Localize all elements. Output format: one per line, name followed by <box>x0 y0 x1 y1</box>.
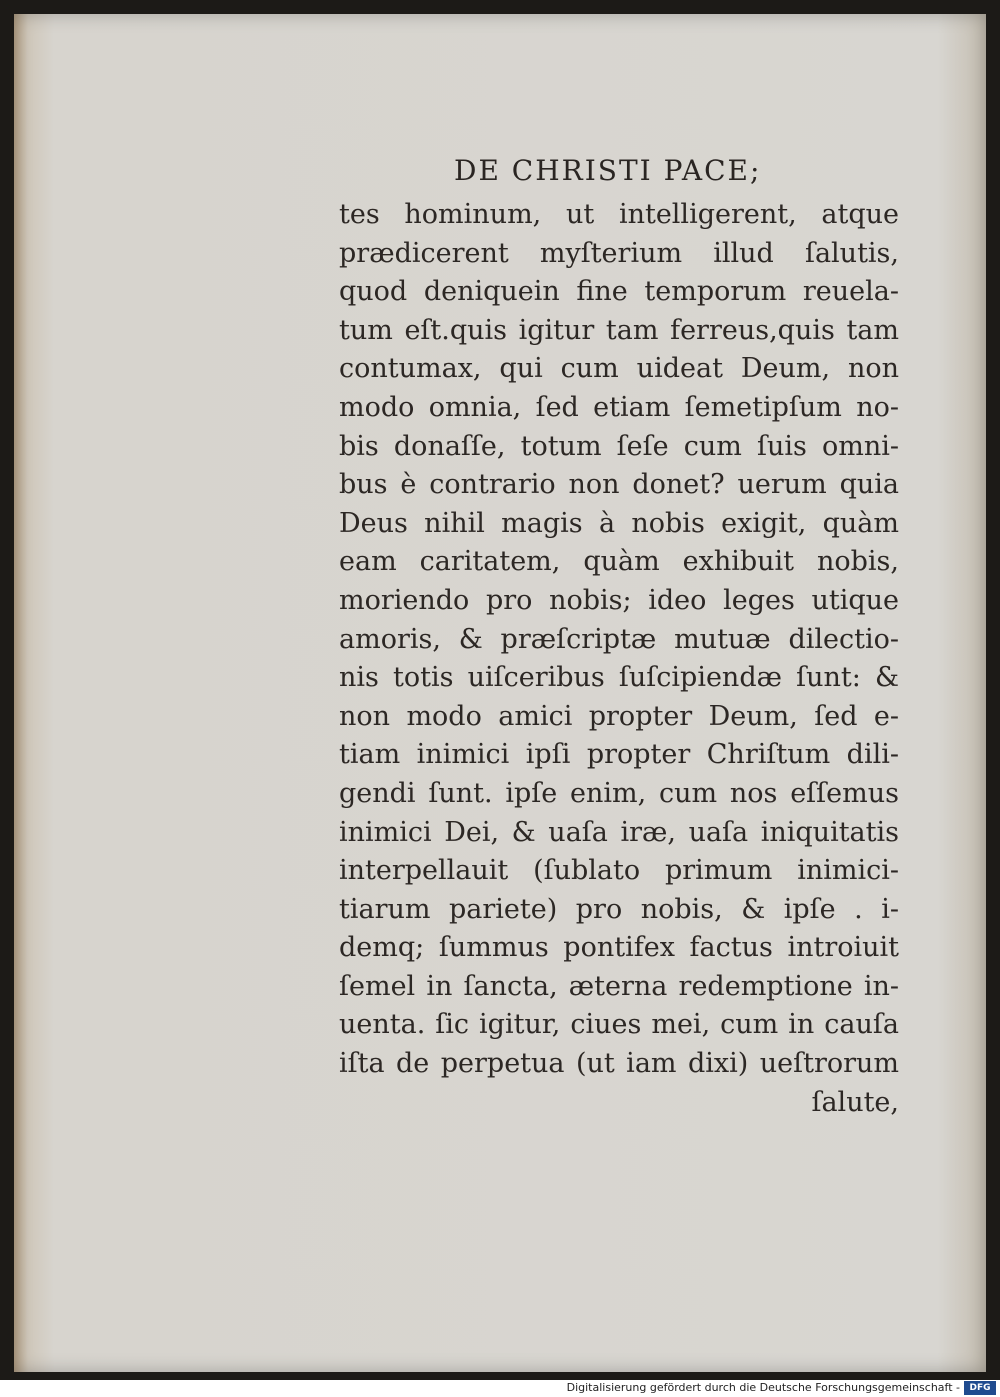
text-line: nis totis uiſceribus ſuſcipiendæ ſunt: & <box>339 662 899 694</box>
funding-credit: Digitalisierung gefördert durch die Deutsche Forschungsgemeinschaft - <box>566 1381 960 1394</box>
text-line: tiam inimici ipſi propter Chriſtum dili- <box>339 739 899 771</box>
text-line: bus è contrario non donet? uerum quia <box>339 469 899 501</box>
book-page <box>14 14 986 1372</box>
text-line: tes hominum, ut intelligerent, atque <box>339 199 899 230</box>
catchword: ſalute, <box>811 1086 899 1118</box>
text-line: uenta. ſic igitur, ciues mei, cum in cauſa <box>339 1009 899 1041</box>
footer-bar <box>0 1380 1000 1397</box>
text-line: interpellauit (ſublato primum inimici- <box>339 855 899 887</box>
text-line: non modo amici propter Deum, ſed e- <box>339 700 899 732</box>
text-line: quod deniquein fine temporum reuela- <box>339 276 899 308</box>
text-line: amoris, & præſcriptæ mutuæ dilectio- <box>339 623 899 655</box>
text-line: gendi ſunt. ipſe enim, cum nos eſſemus <box>339 777 899 809</box>
text-line: moriendo pro nobis; ideo leges utique <box>339 584 899 616</box>
text-line: tiarum pariete) pro nobis, & ipſe . i- <box>339 893 899 925</box>
text-line: iſta de perpetua (ut iam dixi) ueſtrorum <box>339 1048 899 1080</box>
text-line: bis donaſſe, totum ſeſe cum ſuis omni- <box>339 430 899 462</box>
dfg-logo: DFG <box>964 1381 996 1395</box>
running-head: DE CHRISTI PACE; <box>454 154 762 187</box>
text-block <box>339 196 899 1122</box>
text-line: ſemel in ſancta, æterna redemptione in- <box>339 970 899 1002</box>
text-line: inimici Dei, & uaſa iræ, uaſa iniquitatis <box>339 816 899 848</box>
text-line: tum eſt.quis igitur tam ferreus,quis tam <box>339 314 899 346</box>
text-line: contumax, qui cum uideat Deum, non <box>339 353 899 385</box>
text-line: eam caritatem, quàm exhibuit nobis, <box>339 546 899 578</box>
text-line: prædicerent myſterium illud ſalutis, <box>339 237 899 269</box>
text-line: Deus nihil magis à nobis exigit, quàm <box>339 507 899 539</box>
text-line: modo omnia, ſed etiam ſemetipſum no- <box>339 391 899 423</box>
text-line: demq; ſummus pontifex factus introiuit <box>339 932 899 964</box>
